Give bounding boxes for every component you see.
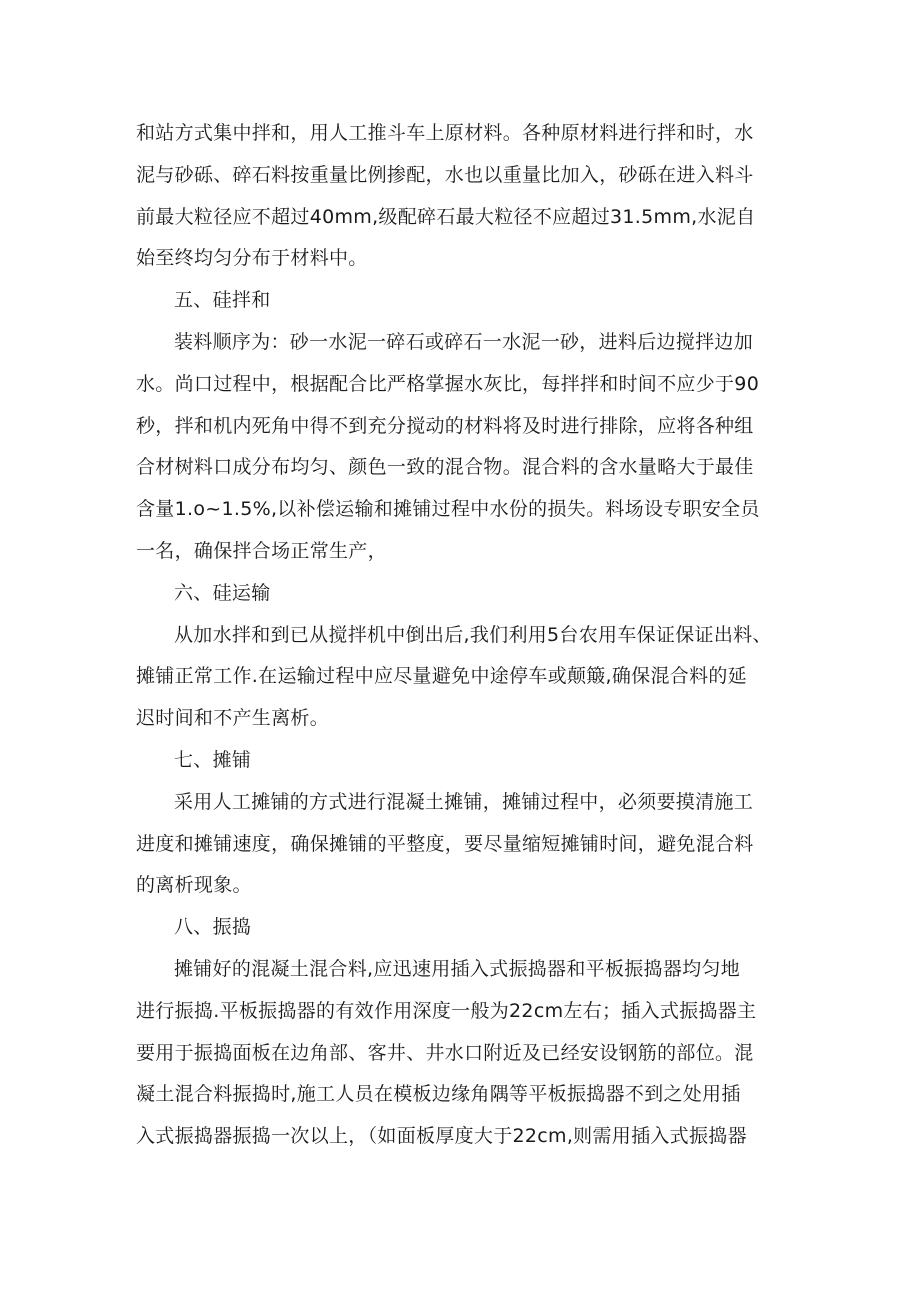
paragraph-line: 泥与砂砾、碎石料按重量比例掺配，水也以重量比加入，砂砾在进入料斗 [136,163,754,186]
paragraph-line: 秒，拌和机内死角中得不到充分搅动的材料将及时进行排除，应将各种组 [136,414,754,437]
section-heading: 八、振捣 [174,916,252,939]
paragraph-line: 前最大粒径应不超过40mm,级配碎石最大粒径不应超过31.5mm,水泥自 [136,205,756,228]
paragraph-line: 一名，确保拌合场正常生产， [136,539,387,562]
paragraph-line: 合材树料口成分布均匀、颜色一致的混合物。混合料的含水量略大于最佳 [136,456,754,479]
paragraph-line: 的离析现象。 [136,874,252,897]
paragraph-line: 进行振捣.平板振捣器的有效作用深度一般为22cm左右；插入式振捣器主 [136,999,757,1022]
paragraph-line: 始至终均匀分布于材料中。 [136,247,368,270]
section-heading: 七、摊铺 [174,748,252,771]
section-heading: 六、硅运输 [174,581,271,604]
paragraph-line: 含量1.o~1.5%,以补偿运输和摊铺过程中水份的损失。料场设专职安全员 [136,498,760,521]
paragraph-line: 采用人工摊铺的方式进行混凝土摊铺，摊铺过程中，必须要摸清施工 [174,790,754,813]
paragraph-line: 装料顺序为：砂一水泥一碎石或碎石一水泥一砂，进料后边搅拌边加 [174,330,754,353]
paragraph-line: 水。尚口过程中，根据配合比严格掌握水灰比，每拌拌和时间不应少于90 [136,372,760,395]
section-heading: 五、硅拌和 [174,289,271,312]
document-body [136,113,786,1158]
paragraph-line: 摊铺好的混凝土混合料,应迅速用插入式振捣器和平板振捣器均匀地 [174,957,741,980]
paragraph-line: 从加水拌和到已从搅拌机中倒出后,我们利用5台农用车保证保证出料、 [174,623,772,646]
paragraph-line: 摊铺正常工作.在运输过程中应尽量避免中途停车或颠簸,确保混合料的延 [136,665,747,688]
paragraph-line: 和站方式集中拌和，用人工推斗车上原材料。各种原材料进行拌和时，水 [136,122,754,144]
paragraph-line: 迟时间和不产生离析。 [136,707,330,730]
paragraph-line: 凝土混合料振捣时,施工人员在模板边缘角隅等平板振捣器不到之处用插 [136,1083,741,1106]
paragraph-line: 进度和摊铺速度，确保摊铺的平整度，要尽量缩短摊铺时间，避免混合料 [136,832,754,855]
paragraph-line: 要用于振捣面板在边角部、客井、井水口附近及已经安设钢筋的部位。混 [136,1041,754,1064]
paragraph-line: 入式振捣器振捣一次以上，（如面板厚度大于22cm,则需用插入式振捣器 [136,1125,747,1148]
